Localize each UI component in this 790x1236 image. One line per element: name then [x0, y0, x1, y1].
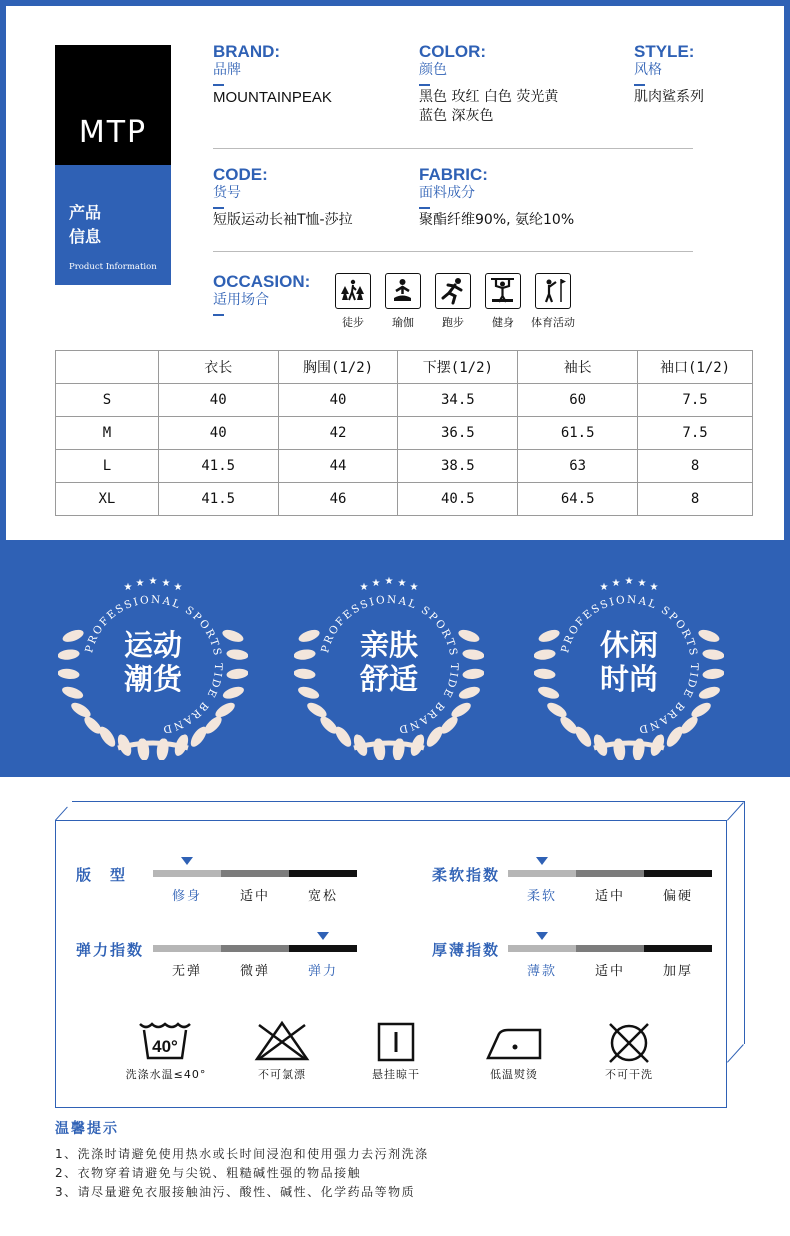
hang-dry-icon	[377, 1022, 415, 1062]
divider	[213, 251, 693, 252]
code-label-cn: 货号	[213, 185, 241, 201]
badge-line-2: 舒适	[359, 662, 418, 696]
size-table	[55, 350, 753, 516]
meter-segment	[153, 870, 221, 877]
svg-text:★: ★	[611, 578, 621, 589]
meter-tick-label: 偏硬	[662, 889, 693, 904]
brand-label-cn: 品牌	[213, 62, 241, 78]
occasion-label: 体育活动	[531, 316, 575, 329]
feature-badge	[58, 570, 248, 760]
meter-segment	[508, 945, 576, 952]
meter-pointer-icon	[181, 857, 193, 865]
table-header-row	[56, 351, 753, 384]
color-field	[419, 43, 558, 126]
meter-tick-label: 微弹	[239, 964, 270, 979]
table-header-cell: 下摆(1/2)	[398, 351, 518, 384]
table-cell: 41.5	[158, 483, 278, 516]
fabric-label-cn: 面料成分	[419, 185, 475, 201]
title-cn-2: 信息	[69, 227, 102, 246]
fabric-field	[419, 166, 574, 230]
badge-line-2: 时尚	[599, 662, 658, 696]
fitness-icon	[485, 273, 521, 309]
divider	[213, 148, 693, 149]
occasion-label: 瑜伽	[392, 316, 414, 329]
tips-title: 温馨提示	[55, 1121, 119, 1137]
svg-text:★: ★	[409, 582, 419, 593]
table-cell: 40	[158, 417, 278, 450]
hiking-icon	[335, 273, 371, 309]
color-value: 黑色 玫红 白色 荧光黄	[419, 89, 559, 105]
meter-tick-label: 薄款	[526, 964, 557, 979]
title-en: Product Information	[69, 262, 157, 272]
wash-temp-text: 40°	[152, 1037, 178, 1056]
table-cell: 40	[158, 384, 278, 417]
code-value: 短版运动长袖T恤-莎拉	[213, 212, 353, 228]
occasion-label: 健身	[492, 316, 514, 329]
no-bleach-icon	[254, 1020, 310, 1062]
svg-text:★: ★	[384, 576, 394, 587]
table-cell: L	[56, 450, 159, 483]
svg-text:PROFESSIONAL SPORTS TIDE BRAND: PROFESSIONAL SPORTS TIDE BRAND	[319, 593, 461, 736]
svg-text:★: ★	[173, 582, 183, 593]
table-cell: 60	[518, 384, 638, 417]
svg-text:★: ★	[359, 582, 369, 593]
meter-pointer-icon	[536, 857, 548, 865]
care-label: 低温熨烫	[490, 1068, 538, 1081]
meter-segment	[289, 870, 357, 877]
feature-band	[0, 540, 790, 777]
meter-segment	[221, 945, 289, 952]
code-field	[213, 166, 353, 230]
table-header-cell: 袖口(1/2)	[638, 351, 753, 384]
meter-tick-label: 宽松	[307, 889, 338, 904]
table-cell: 46	[278, 483, 398, 516]
table-header-cell: 衣长	[158, 351, 278, 384]
table-cell: 7.5	[638, 384, 753, 417]
meter-tick-label: 适中	[239, 889, 270, 904]
occasion-field	[213, 273, 310, 316]
table-cell: M	[56, 417, 159, 450]
meter-tick-label: 柔软	[526, 889, 557, 904]
style-field	[634, 43, 704, 107]
table-row	[56, 450, 753, 483]
color-label-cn: 颜色	[419, 62, 447, 78]
table-header-cell	[56, 351, 159, 384]
fabric-label-en: FABRIC:	[419, 165, 488, 184]
svg-text:★: ★	[161, 578, 171, 589]
tip-item: 3、请尽量避免衣服接触油污、酸性、碱性、化学药品等物质	[55, 1185, 416, 1199]
feature-badge	[534, 570, 724, 760]
svg-text:PROFESSIONAL SPORTS TIDE BRAND: PROFESSIONAL SPORTS TIDE BRAND	[83, 593, 225, 736]
table-cell: 8	[638, 483, 753, 516]
care-label: 悬挂晾干	[372, 1068, 420, 1081]
brand-field	[213, 43, 332, 107]
table-cell: 44	[278, 450, 398, 483]
title-cn: 产品	[69, 203, 102, 222]
meter-label: 柔软指数	[432, 866, 501, 884]
product-info-tag	[55, 165, 171, 285]
svg-text:★: ★	[148, 576, 158, 587]
brand-mark: MTP	[78, 115, 148, 150]
svg-text:PROFESSIONAL SPORTS TIDE BRAND: PROFESSIONAL SPORTS TIDE BRAND	[559, 593, 701, 736]
meter-segment	[508, 870, 576, 877]
occasion-label: 徒步	[342, 316, 364, 329]
fabric-value: 聚酯纤维90%, 氨纶10%	[419, 212, 575, 228]
style-value: 肌肉鲨系列	[634, 89, 704, 105]
table-row	[56, 417, 753, 450]
table-cell: 8	[638, 450, 753, 483]
table-cell: 41.5	[158, 450, 278, 483]
table-cell: 36.5	[398, 417, 518, 450]
badge-line-1: 休闲	[599, 628, 658, 662]
meter-tick-label: 加厚	[662, 964, 693, 979]
meter-tick-label: 无弹	[171, 964, 202, 979]
meter-tick-label: 适中	[594, 889, 625, 904]
tip-item: 2、衣物穿着请避免与尖锐、粗糙碱性强的物品接触	[55, 1166, 362, 1180]
meter-segment	[221, 870, 289, 877]
wash-40-icon	[138, 1020, 192, 1062]
table-row	[56, 384, 753, 417]
style-label-en: STYLE:	[634, 42, 695, 61]
badge-line-1: 亲肤	[359, 628, 418, 662]
style-label-cn: 风格	[634, 62, 662, 78]
table-cell: 40	[278, 384, 398, 417]
meter-label: 弹力指数	[76, 941, 145, 959]
badge-line-2: 潮货	[123, 662, 182, 696]
brand-label-en: BRAND:	[213, 42, 281, 61]
table-cell: 63	[518, 450, 638, 483]
meter-label: 版 型	[76, 866, 128, 884]
table-cell: 38.5	[398, 450, 518, 483]
table-cell: 34.5	[398, 384, 518, 417]
occasion-label-cn: 适用场合	[213, 292, 269, 308]
table-cell: 40.5	[398, 483, 518, 516]
svg-text:★: ★	[599, 582, 609, 593]
svg-text:★: ★	[123, 582, 133, 593]
svg-text:★: ★	[135, 578, 145, 589]
meter-segment	[644, 870, 712, 877]
svg-text:★: ★	[637, 578, 647, 589]
low-iron-icon	[484, 1022, 544, 1062]
meter-label: 厚薄指数	[432, 941, 501, 959]
care-label: 不可干洗	[605, 1068, 653, 1081]
svg-text:★: ★	[371, 578, 381, 589]
color-value-2: 蓝色 深灰色	[419, 108, 494, 124]
table-cell: 61.5	[518, 417, 638, 450]
table-header-cell: 胸围(1/2)	[278, 351, 398, 384]
svg-text:★: ★	[649, 582, 659, 593]
care-label: 洗涤水温≤40°	[125, 1068, 207, 1081]
meter-segment	[644, 945, 712, 952]
meter-segment	[153, 945, 221, 952]
brand-value: MOUNTAINPEAK	[213, 89, 332, 106]
running-icon	[435, 273, 471, 309]
svg-text:★: ★	[624, 576, 634, 587]
occasion-label: 跑步	[442, 316, 464, 329]
svg-text:★: ★	[397, 578, 407, 589]
brand-logo	[55, 45, 171, 165]
no-dryclean-icon	[606, 1022, 652, 1064]
table-cell: XL	[56, 483, 159, 516]
care-label: 不可氯漂	[258, 1068, 306, 1081]
table-cell: 7.5	[638, 417, 753, 450]
color-label-en: COLOR:	[419, 42, 487, 61]
table-cell: S	[56, 384, 159, 417]
occasion-label-en: OCCASION:	[213, 272, 311, 291]
meter-tick-label: 适中	[594, 964, 625, 979]
table-row	[56, 483, 753, 516]
feature-badge	[294, 570, 484, 760]
meter-pointer-icon	[536, 932, 548, 940]
meter-tick-label: 弹力	[307, 964, 338, 979]
meter-tick-label: 修身	[171, 889, 202, 904]
meter-pointer-icon	[317, 932, 329, 940]
table-header-cell: 袖长	[518, 351, 638, 384]
badge-line-1: 运动	[123, 628, 182, 662]
code-label-en: CODE:	[213, 165, 268, 184]
table-cell: 42	[278, 417, 398, 450]
golf-icon	[535, 273, 571, 309]
tip-item: 1、洗涤时请避免使用热水或长时间浸泡和使用强力去污剂洗涤	[55, 1147, 429, 1161]
table-cell: 64.5	[518, 483, 638, 516]
meter-segment	[576, 945, 644, 952]
yoga-icon	[385, 273, 421, 309]
meter-segment	[289, 945, 357, 952]
meter-segment	[576, 870, 644, 877]
